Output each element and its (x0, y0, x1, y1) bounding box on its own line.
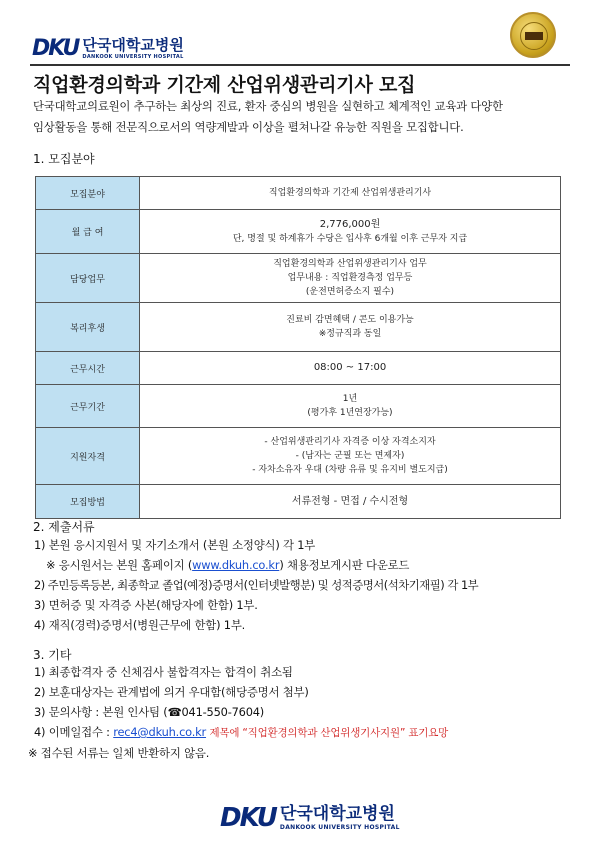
documents-list (0, 535, 600, 635)
intro-line: 임상활동을 통해 전문직으로서의 역량계발과 이상을 펼쳐나갈 유능한 직원을 모집합니다. (33, 120, 464, 134)
row-value: 1년 (평가후 1년연장가능) (140, 385, 561, 428)
row-label: 지원자격 (36, 428, 140, 485)
list-item-note: ※ 접수된 서류는 일체 반환하지 않음. (28, 746, 210, 760)
logo-english-name: DANKOOK UNIVERSITY HOSPITAL (279, 823, 400, 831)
email-link[interactable]: rec4@dkuh.co.kr (113, 725, 207, 739)
email-subject-note: 제목에 “직업환경의학과 산업위생기사지원” 표기요망 (209, 727, 449, 739)
list-item: 2) 주민등록등본, 최종학교 졸업(예정)증명서(인터넷발행분) 및 성적증명서(석차기재필) 각 1부 (34, 578, 479, 592)
list-item: 1) 최종합격자 중 신체검사 불합격자는 합격이 취소됨 (34, 665, 293, 679)
row-label: 복리후생 (36, 303, 140, 352)
table-row (36, 485, 561, 519)
footer-logo (220, 803, 400, 833)
section-heading-recruitment: 1. 모집분야 (33, 152, 95, 166)
logo-korean-name: 단국대학교병원 (279, 803, 395, 824)
row-value: 직업환경의학과 산업위생관리기사 업무 업무내용 : 직업환경측정 업무등 (운전면허증소지 필수) (140, 254, 561, 303)
row-value: 서류전형 - 면접 / 수시전형 (140, 485, 561, 519)
list-item: 3) 면허증 및 자격증 사본(해당자에 한함) 1부. (34, 598, 258, 612)
table-row (36, 303, 561, 352)
row-value: 직업환경의학과 기간제 산업위생관리기사 (140, 177, 561, 210)
others-list (0, 662, 600, 763)
row-value: - 산업위생관리기사 자격증 이상 자격소지자 - (남자는 군필 또는 면제자) - 자차소유자 우대 (차량 유류 및 유지비 별도지급) (140, 428, 561, 485)
dku-logo-mark: DKU (32, 36, 79, 61)
row-label: 모집방법 (36, 485, 140, 519)
list-item: 3) 문의사항 : 본원 인사팀 (☎041-550-7604) (34, 705, 265, 719)
row-value: 08:00 ~ 17:00 (140, 352, 561, 385)
intro-line: 단국대학교의료원이 추구하는 최상의 진료, 환자 중심의 병원을 실현하고 체계적인 교육과 다양한 (33, 99, 503, 113)
row-label: 담당업무 (36, 254, 140, 303)
section-heading-others: 3. 기타 (33, 648, 72, 662)
list-item-note: ※ 응시원서는 본원 홈페이지 (www.dkuh.co.kr) 채용정보게시판 다운로드 (46, 558, 410, 572)
hospital-emblem-icon (510, 12, 556, 58)
list-item: 4) 재직(경력)증명서(병원근무에 한함) 1부. (34, 618, 246, 632)
table-row (36, 352, 561, 385)
table-row (36, 385, 561, 428)
row-label: 근무시간 (36, 352, 140, 385)
intro-paragraph (33, 96, 578, 138)
row-value: 진료비 감면혜택 / 콘도 이용가능 ※정규직과 동일 (140, 303, 561, 352)
dku-logo-mark: DKU (220, 803, 276, 833)
table-row (36, 177, 561, 210)
section-heading-documents: 2. 제출서류 (33, 520, 95, 534)
table-row (36, 210, 561, 254)
row-value: 2,776,000원 단, 명절 및 하계휴가 수당은 입사후 6개월 이후 근무자 지급 (140, 210, 561, 254)
list-item: 2) 보훈대상자는 관계법에 의거 우대함(해당증명서 첨부) (34, 685, 309, 699)
logo-korean-name: 단국대학교병원 (82, 35, 184, 54)
page-title: 직업환경의학과 기간제 산업위생관리기사 모집 (33, 74, 416, 96)
row-label: 근무기간 (36, 385, 140, 428)
recruitment-table (35, 176, 561, 519)
row-label: 모집분야 (36, 177, 140, 210)
homepage-link[interactable]: www.dkuh.co.kr (192, 558, 280, 572)
header-divider (30, 64, 570, 66)
row-label: 월 급 여 (36, 210, 140, 254)
list-item: 4) 이메일접수 : rec4@dkuh.co.kr 제목에 “직업환경의학과 산업위생기사지원” 표기요망 (34, 725, 449, 739)
table-row (36, 428, 561, 485)
logo-english-name: DANKOOK UNIVERSITY HOSPITAL (82, 53, 184, 60)
table-row (36, 254, 561, 303)
header-logo (32, 36, 184, 61)
list-item: 1) 본원 응시지원서 및 자기소개서 (본원 소정양식) 각 1부 (34, 538, 316, 552)
